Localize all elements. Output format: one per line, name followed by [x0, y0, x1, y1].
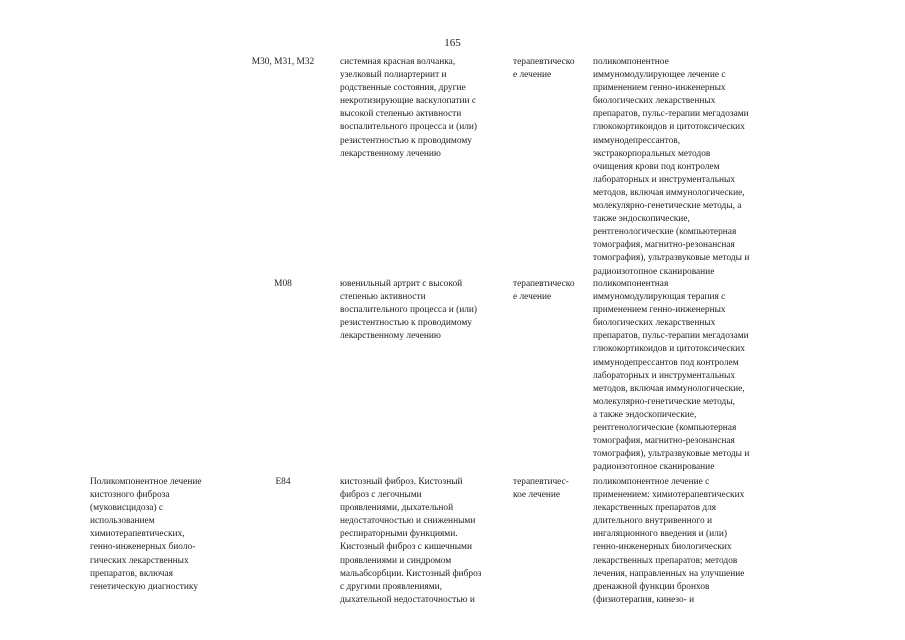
- text-line: применением: химиотерапевтических: [593, 490, 745, 501]
- text-line: томография), ультразвуковые методы и: [593, 449, 750, 460]
- text-line: очищения крови под контролем: [593, 161, 720, 172]
- text-line: кистозный фиброз. Кистозный: [340, 477, 463, 487]
- text-line: длительного внутривенного и: [593, 516, 712, 527]
- text-line: методов, включая иммунологические,: [593, 187, 745, 198]
- text-line: рентгенологические (компьютерная: [593, 423, 737, 434]
- text-line: ингаляционного введения и (или): [593, 529, 727, 540]
- code-cell: E84: [275, 477, 291, 487]
- treatment-method-cell: [593, 476, 805, 607]
- diagnosis-cell: [340, 476, 508, 607]
- text-line: резистентностью к проводимому: [340, 318, 472, 329]
- text-line: резистентностью к проводимому: [340, 135, 472, 146]
- treatment-type-cell: [513, 278, 589, 304]
- text-line: терапевтичес-: [513, 477, 569, 487]
- text-line: лабораторных и инструментальных: [593, 370, 736, 381]
- text-line: лекарственному лечению: [340, 331, 441, 342]
- text-line: поликомпонентное лечение с: [593, 477, 710, 487]
- text-line: а также эндоскопические,: [593, 409, 697, 420]
- text-line: мальабсорбции. Кистозный фиброз: [340, 568, 482, 579]
- text-line: лечения, направленных на улучшение: [593, 568, 745, 579]
- text-line: препаратов, пульс-терапии мегадозами: [593, 109, 749, 120]
- text-line: лабораторных и инструментальных: [593, 174, 736, 185]
- text-line: применением генно-инженерных: [593, 305, 726, 316]
- text-line: иммуномодулирующая терапия с: [593, 292, 726, 303]
- treatment-method-cell: [593, 56, 805, 279]
- text-line: иммунодепрессантов под контролем: [593, 357, 739, 368]
- text-line: поликомпонентное: [593, 57, 669, 67]
- text-line: химиотерапевтических,: [90, 529, 185, 540]
- text-line: родственные состояния, другие: [340, 83, 466, 94]
- text-line: лекарственному лечению: [340, 148, 441, 159]
- text-line: методов, включая иммунологические,: [593, 383, 745, 394]
- treatment-method-cell: [593, 278, 805, 474]
- text-line: кое лечение: [513, 490, 561, 501]
- text-line: применением генно-инженерных: [593, 83, 726, 94]
- text-line: кистозного фиброза: [90, 490, 170, 501]
- text-line: респираторными функциями.: [340, 529, 458, 540]
- code-cell: M08: [274, 279, 292, 289]
- text-line: также эндоскопические,: [593, 214, 690, 225]
- text-line: е лечение: [513, 292, 552, 303]
- text-line: томография, магнитно-резонансная: [593, 436, 735, 447]
- text-line: Поликомпонентное лечение: [90, 477, 202, 487]
- text-line: генетическую диагностику: [90, 581, 199, 592]
- text-line: лекарственных препаратов; методов: [593, 555, 738, 566]
- text-line: системная красная волчанка,: [340, 57, 456, 67]
- text-line: дыхательной недостаточностью и: [340, 594, 475, 605]
- text-line: проявлениями и синдромом: [340, 555, 452, 566]
- text-line: препаратов, пульс-терапии мегадозами: [593, 331, 749, 342]
- text-line: томография), ультразвуковые методы и: [593, 253, 750, 264]
- text-line: поликомпонентная: [593, 279, 669, 289]
- text-line: иммунодепрессантов,: [593, 135, 681, 146]
- text-line: проявлениями, дыхательной: [340, 503, 454, 514]
- text-line: иммуномодулирующее лечение с: [593, 70, 726, 81]
- text-line: некротизирующие васкулопатии с: [340, 96, 477, 107]
- text-line: воспалительного процесса и (или): [340, 122, 478, 133]
- text-line: глюкокортикоидов и цитотоксических: [593, 344, 745, 355]
- text-line: глюкокортикоидов и цитотоксических: [593, 122, 745, 133]
- text-line: терапевтическо: [513, 279, 575, 289]
- text-line: радиоизотопное сканирование: [593, 266, 715, 277]
- page-number: 165: [444, 37, 461, 49]
- treatment-type-cell: [513, 476, 589, 502]
- text-line: радиоизотопное сканирование: [593, 462, 715, 473]
- text-line: ювенильный артрит с высокой: [340, 279, 463, 289]
- text-line: лекарственных препаратов для: [593, 503, 717, 514]
- text-line: рентгенологические (компьютерная: [593, 227, 737, 238]
- text-line: воспалительного процесса и (или): [340, 305, 478, 316]
- text-line: препаратов, включая: [90, 568, 173, 579]
- text-line: с другими проявлениями,: [340, 581, 442, 592]
- text-line: фиброз с легочными: [340, 490, 422, 501]
- text-line: Кистозный фиброз с кишечными: [340, 542, 472, 553]
- text-line: молекулярно-генетические методы, а: [593, 201, 742, 212]
- diagnosis-cell: [340, 278, 508, 343]
- text-line: экстракорпоральных методов: [593, 148, 711, 159]
- text-line: молекулярно-генетические методы,: [593, 396, 735, 407]
- text-line: терапевтическо: [513, 57, 575, 67]
- text-line: е лечение: [513, 70, 552, 81]
- text-line: томография, магнитно-резонансная: [593, 240, 735, 251]
- text-line: биологических лекарственных: [593, 318, 716, 329]
- text-line: биологических лекарственных: [593, 96, 716, 107]
- text-line: генно-инженерных биологических: [593, 542, 732, 553]
- text-line: (муковисцидоза) с: [90, 503, 164, 514]
- text-line: гических лекарственных: [90, 555, 189, 566]
- text-line: использованием: [90, 516, 155, 527]
- text-line: высокой степенью активности: [340, 109, 462, 120]
- text-line: дренажной функции бронхов: [593, 581, 710, 592]
- treatment-type-cell: [513, 56, 589, 82]
- code-cell: M30, M31, M32: [251, 57, 315, 67]
- care-type-name-cell: [90, 476, 240, 594]
- text-line: степенью активности: [340, 292, 426, 303]
- text-line: генно-инженерных биоло-: [90, 542, 196, 553]
- text-line: недостаточностью и сниженными: [340, 516, 476, 527]
- text-line: (физиотерапия, кинезо- и: [593, 594, 695, 605]
- text-line: узелковый полиартериит и: [340, 70, 447, 81]
- diagnosis-cell: [340, 56, 508, 161]
